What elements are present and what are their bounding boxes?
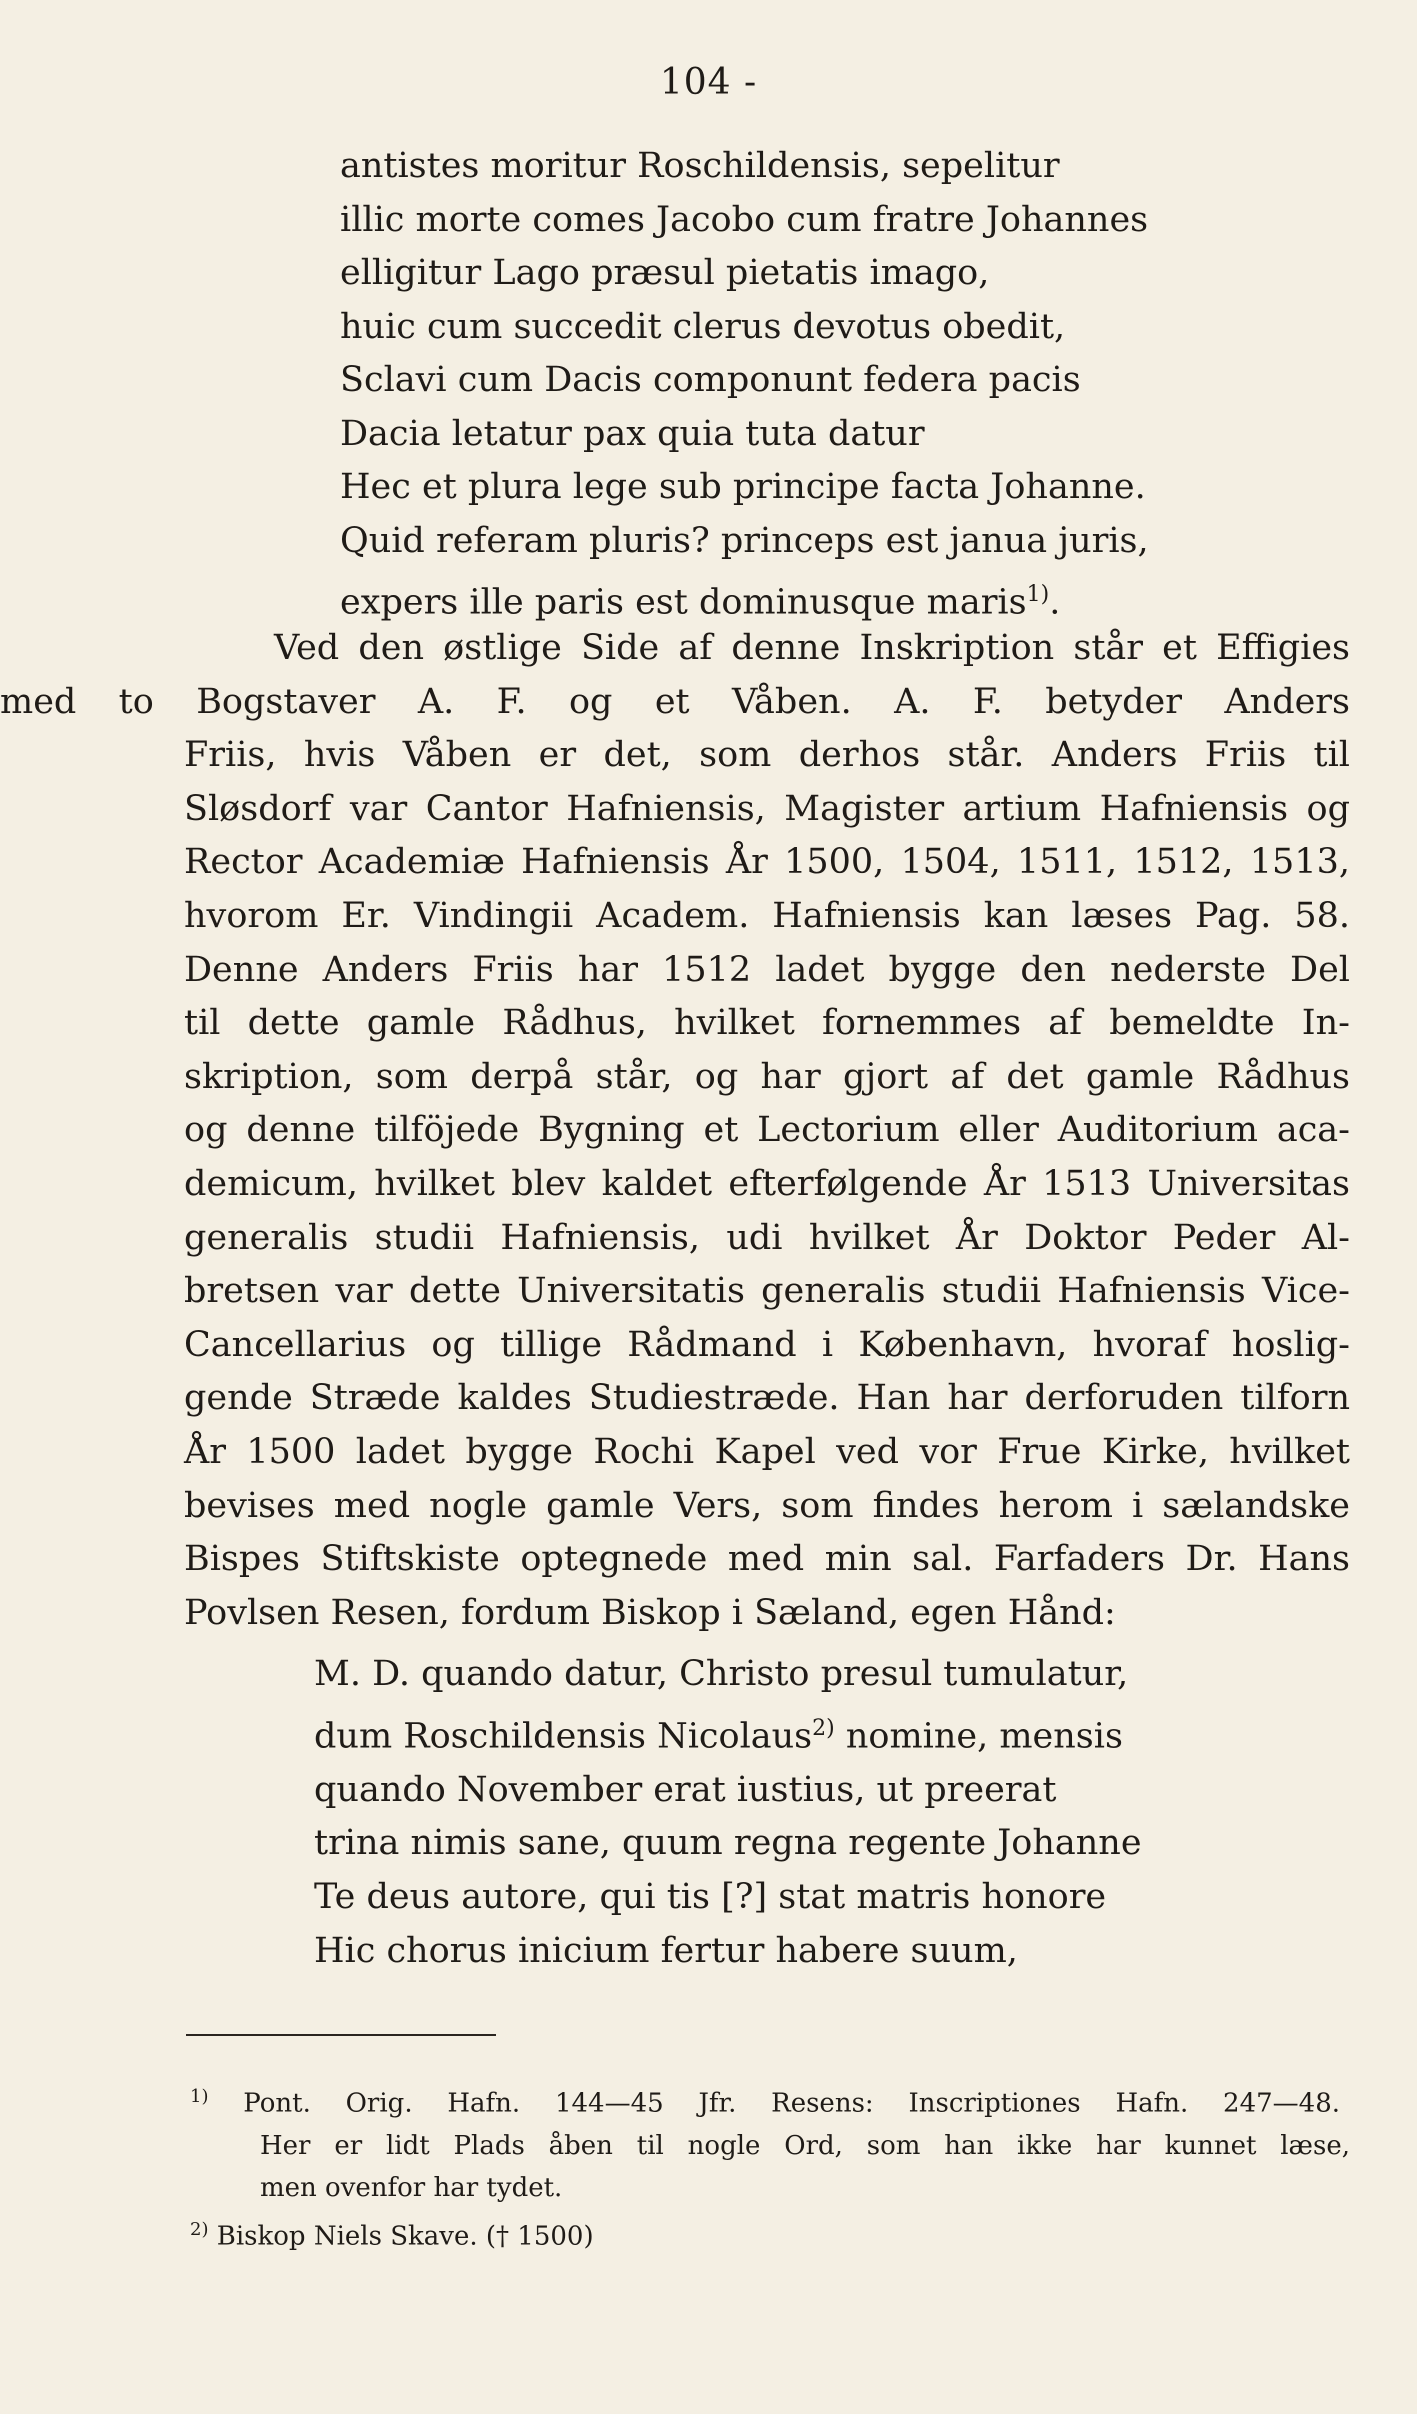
- prose-line: gende Stræde kaldes Studiestræde. Han har derforuden tilforn: [184, 1378, 1350, 1419]
- prose-line: bevises med nogle gamle Vers, som findes herom i sælandske: [184, 1485, 1350, 1526]
- latin-verse-block: [0, 140, 1149, 630]
- verse-line: Te deus autore, qui tis [?] stat matris honore: [314, 1877, 1107, 1918]
- footnote-1-mark: 1): [190, 2086, 209, 2107]
- verse-line: huic cum succedit clerus devotus obedit,: [340, 306, 1066, 347]
- footnote-ref-2: 2): [812, 1715, 835, 1741]
- prose-line: og denne tilföjede Bygning et Lectorium eller Auditorium aca-: [184, 1110, 1350, 1151]
- prose-line: Sløsdorf var Cantor Hafniensis, Magister artium Hafniensis og: [184, 788, 1350, 829]
- verse-line: antistes moritur Roschildensis, sepelitur: [340, 146, 1060, 186]
- verse-line: illic morte comes Jacobo cum fratre Johannes: [340, 199, 1149, 240]
- danish-prose-paragraph: [0, 622, 1350, 1640]
- prose-line: Cancellarius og tillige Rådmand i København, hvoraf hoslig-: [184, 1324, 1350, 1365]
- prose-line: Bispes Stiftskiste optegnede med min sal. Farfaders Dr. Hans: [184, 1539, 1350, 1580]
- verse-end-punct: .: [1049, 582, 1061, 623]
- prose-line: med to Bogstaver A. F. og et Våben. A. F. betyder Anders: [0, 681, 1350, 722]
- prose-line: Denne Anders Friis har 1512 ladet bygge den nederste Del: [184, 949, 1350, 990]
- prose-line: generalis studii Hafniensis, udi hvilket År Doktor Peder Al-: [184, 1217, 1350, 1258]
- verse-line: quando November erat iustius, ut preerat: [314, 1769, 1057, 1810]
- prose-line: hvorom Er. Vindingii Academ. Hafniensis kan læses Pag. 58.: [184, 895, 1350, 936]
- footnote-divider: [186, 2034, 496, 2036]
- prose-line: Friis, hvis Våben er det, som derhos står. Anders Friis til: [184, 735, 1350, 776]
- prose-line: Rector Academiæ Hafniensis År 1500, 1504, 1511, 1512, 1513,: [184, 842, 1350, 883]
- prose-line: Povlsen Resen, fordum Biskop i Sæland, egen Hånd:: [184, 1592, 1116, 1633]
- verse-line: trina nimis sane, quum regna regente Johanne: [314, 1823, 1142, 1864]
- footnotes: [190, 2076, 1350, 2257]
- verse-line: [0, 568, 1149, 630]
- verse-line: Sclavi cum Dacis componunt federa pacis: [340, 360, 1081, 400]
- footnote-2: [190, 2209, 1350, 2258]
- footnote-1-line-1: Pont. Orig. Hafn. 144—45 Jfr. Resens: Inscriptiones Hafn. 247—48.: [243, 2088, 1341, 2119]
- second-latin-verse-block: [0, 1648, 1142, 1978]
- footnote-1: [190, 2076, 1350, 2125]
- verse-line: [0, 1702, 1142, 1764]
- page-number: 104 -: [659, 62, 758, 103]
- prose-line: Ved den østlige Side af denne Inskription står et Effigies: [274, 628, 1350, 668]
- verse-line: Hec et plura lege sub principe facta Johanne.: [340, 467, 1146, 507]
- prose-line: til dette gamle Rådhus, hvilket fornemmes af bemeldte In-: [184, 1003, 1350, 1044]
- footnote-ref-1: 1): [1026, 582, 1050, 607]
- footnote-1-line-3: men ovenfor har tydet.: [260, 2172, 563, 2203]
- footnote-2-text: Biskop Niels Skave. († 1500): [216, 2221, 594, 2252]
- verse-line-text: dum Roschildensis Nicolaus: [314, 1716, 813, 1757]
- verse-line: Quid referam pluris? princeps est janua juris,: [340, 520, 1149, 561]
- verse-line-text: expers ille paris est dominusque maris: [340, 582, 1027, 623]
- prose-line: skription, som derpå står, og har gjort af det gamle Rådhus: [184, 1056, 1350, 1097]
- verse-line: elligitur Lago præsul pietatis imago,: [340, 253, 990, 293]
- footnote-2-mark: 2): [190, 2218, 209, 2240]
- footnote-1-line-2: Her er lidt Plads åben til nogle Ord, som han ikke har kunnet læse,: [260, 2130, 1350, 2161]
- verse-line: Hic chorus inicium fertur habere suum,: [314, 1930, 1018, 1971]
- verse-line-rest: nomine, mensis: [834, 1716, 1123, 1757]
- prose-line: bretsen var dette Universitatis generalis studii Hafniensis Vice-: [184, 1271, 1350, 1312]
- prose-line: demicum, hvilket blev kaldet efterfølgende År 1513 Universitas: [184, 1163, 1350, 1204]
- verse-line: M. D. quando datur, Christo presul tumulatur,: [314, 1654, 1129, 1694]
- prose-line: År 1500 ladet bygge Rochi Kapel ved vor Frue Kirke, hvilket: [184, 1431, 1350, 1472]
- verse-line: Dacia letatur pax quia tuta datur: [340, 413, 925, 454]
